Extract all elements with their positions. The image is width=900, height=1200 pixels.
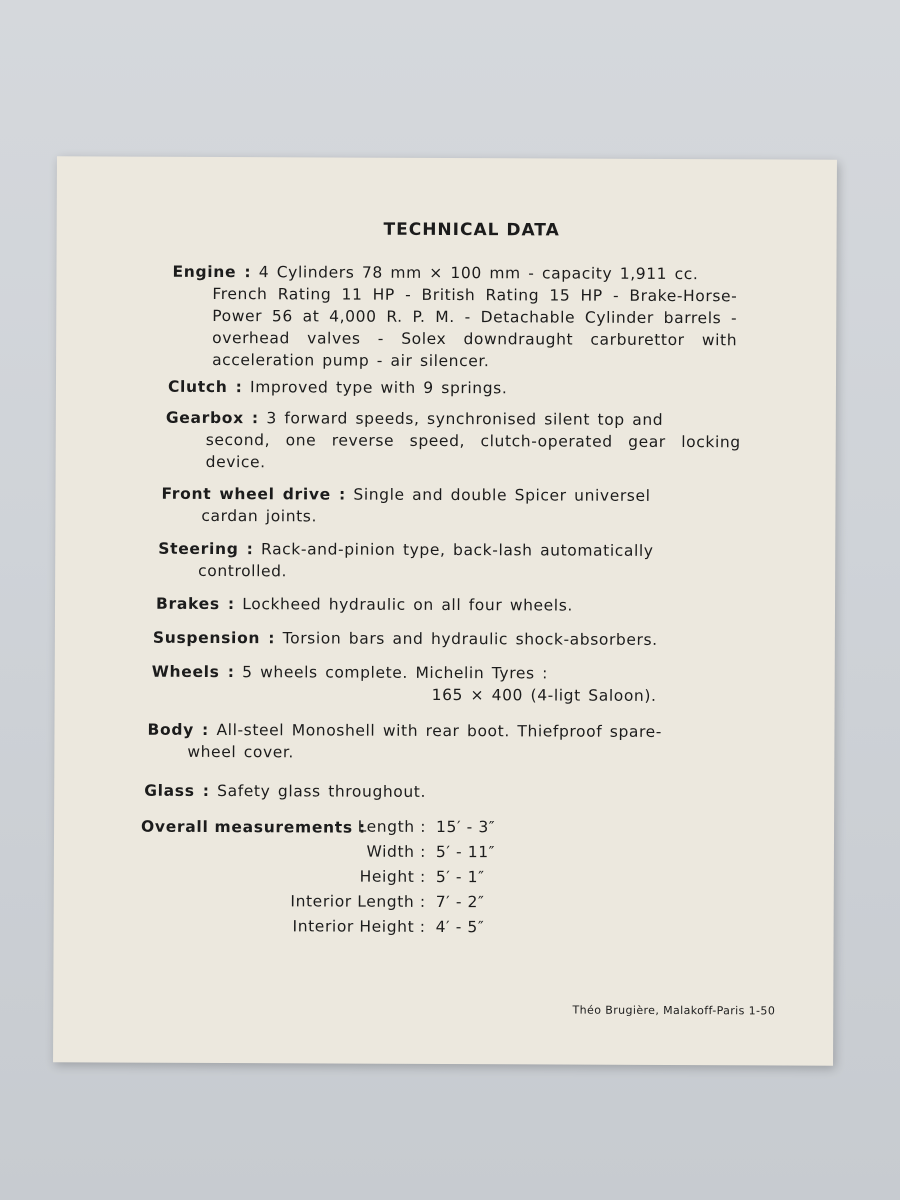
measurement-name: Length : bbox=[357, 817, 427, 836]
spec-label: Body : bbox=[147, 720, 209, 739]
spec-text: 5 wheels complete. Michelin Tyres : bbox=[242, 663, 549, 683]
printer-credit: Théo Brugière, Malakoff-Paris 1-50 bbox=[572, 1003, 776, 1018]
spec-label: Wheels : bbox=[151, 662, 235, 682]
spec-label: Clutch : bbox=[167, 377, 243, 397]
spec-label: Steering : bbox=[158, 539, 254, 559]
measurement-value: 5′ - 11″ bbox=[435, 842, 496, 862]
overall-measurements-label: Overall measurements : bbox=[141, 817, 366, 837]
measurement-name: Width : bbox=[366, 842, 426, 861]
measurement-name: Height : bbox=[359, 867, 426, 886]
spec-glass bbox=[144, 780, 744, 805]
spec-text: Single and double Spicer universel bbox=[353, 485, 651, 505]
measurement-value: 5′ - 1″ bbox=[435, 867, 485, 887]
spec-front-wheel-drive bbox=[161, 483, 746, 530]
spec-label: Glass : bbox=[144, 781, 210, 800]
spec-label: Gearbox : bbox=[165, 408, 259, 428]
spec-continuation: second, one reverse speed, clutch-operated gear locking device. bbox=[205, 430, 741, 472]
spec-text: All-steel Monoshell with rear boot. Thiefproof spare- bbox=[216, 721, 663, 741]
spec-body bbox=[147, 719, 757, 766]
spec-continuation: 165 × 400 (4-ligt Saloon). bbox=[431, 685, 657, 705]
spec-continuation: wheel cover. bbox=[187, 742, 295, 762]
spec-text: 4 Cylinders 78 mm × 100 mm - capacity 1,911 cc. bbox=[258, 263, 699, 284]
measurement-value: 7′ - 2″ bbox=[435, 892, 485, 912]
spec-sheet bbox=[53, 156, 837, 1065]
measurement-value: 15′ - 3″ bbox=[436, 817, 496, 837]
spec-label: Front wheel drive : bbox=[161, 484, 346, 504]
spec-continuation: controlled. bbox=[198, 561, 288, 581]
spec-clutch bbox=[168, 376, 768, 401]
spec-suspension bbox=[153, 627, 753, 652]
spec-text: Improved type with 9 springs. bbox=[250, 378, 508, 398]
spec-text: Safety glass throughout. bbox=[217, 782, 427, 801]
spec-label: Engine : bbox=[172, 262, 252, 282]
spec-continuation: cardan joints. bbox=[201, 506, 318, 526]
spec-label: Suspension : bbox=[152, 628, 276, 648]
spec-gearbox bbox=[166, 407, 741, 476]
spec-engine bbox=[172, 261, 737, 373]
measurement-name: Interior Length : bbox=[290, 892, 426, 911]
spec-text: Torsion bars and hydraulic shock-absorbers. bbox=[282, 629, 658, 649]
document-title: TECHNICAL DATA bbox=[383, 219, 560, 241]
spec-continuation: French Rating 11 HP - British Rating 15 HP - Brake-Horse-Power 56 at 4,000 R. P. M. - Detachable Cylinder barrels - overhead valves - Solex downdraught carburettor with acceleration pump - air silencer. bbox=[212, 284, 738, 371]
measurement-name: Interior Height : bbox=[292, 917, 426, 936]
spec-steering bbox=[158, 538, 748, 585]
spec-text: Lockheed hydraulic on all four wheels. bbox=[242, 595, 573, 615]
spec-wheels bbox=[152, 661, 752, 708]
measurement-value: 4′ - 5″ bbox=[435, 917, 485, 937]
spec-label: Brakes : bbox=[155, 594, 235, 614]
spec-brakes bbox=[156, 593, 756, 618]
spec-text: Rack-and-pinion type, back-lash automatically bbox=[261, 540, 654, 560]
spec-text: 3 forward speeds, synchronised silent top and bbox=[266, 409, 664, 429]
